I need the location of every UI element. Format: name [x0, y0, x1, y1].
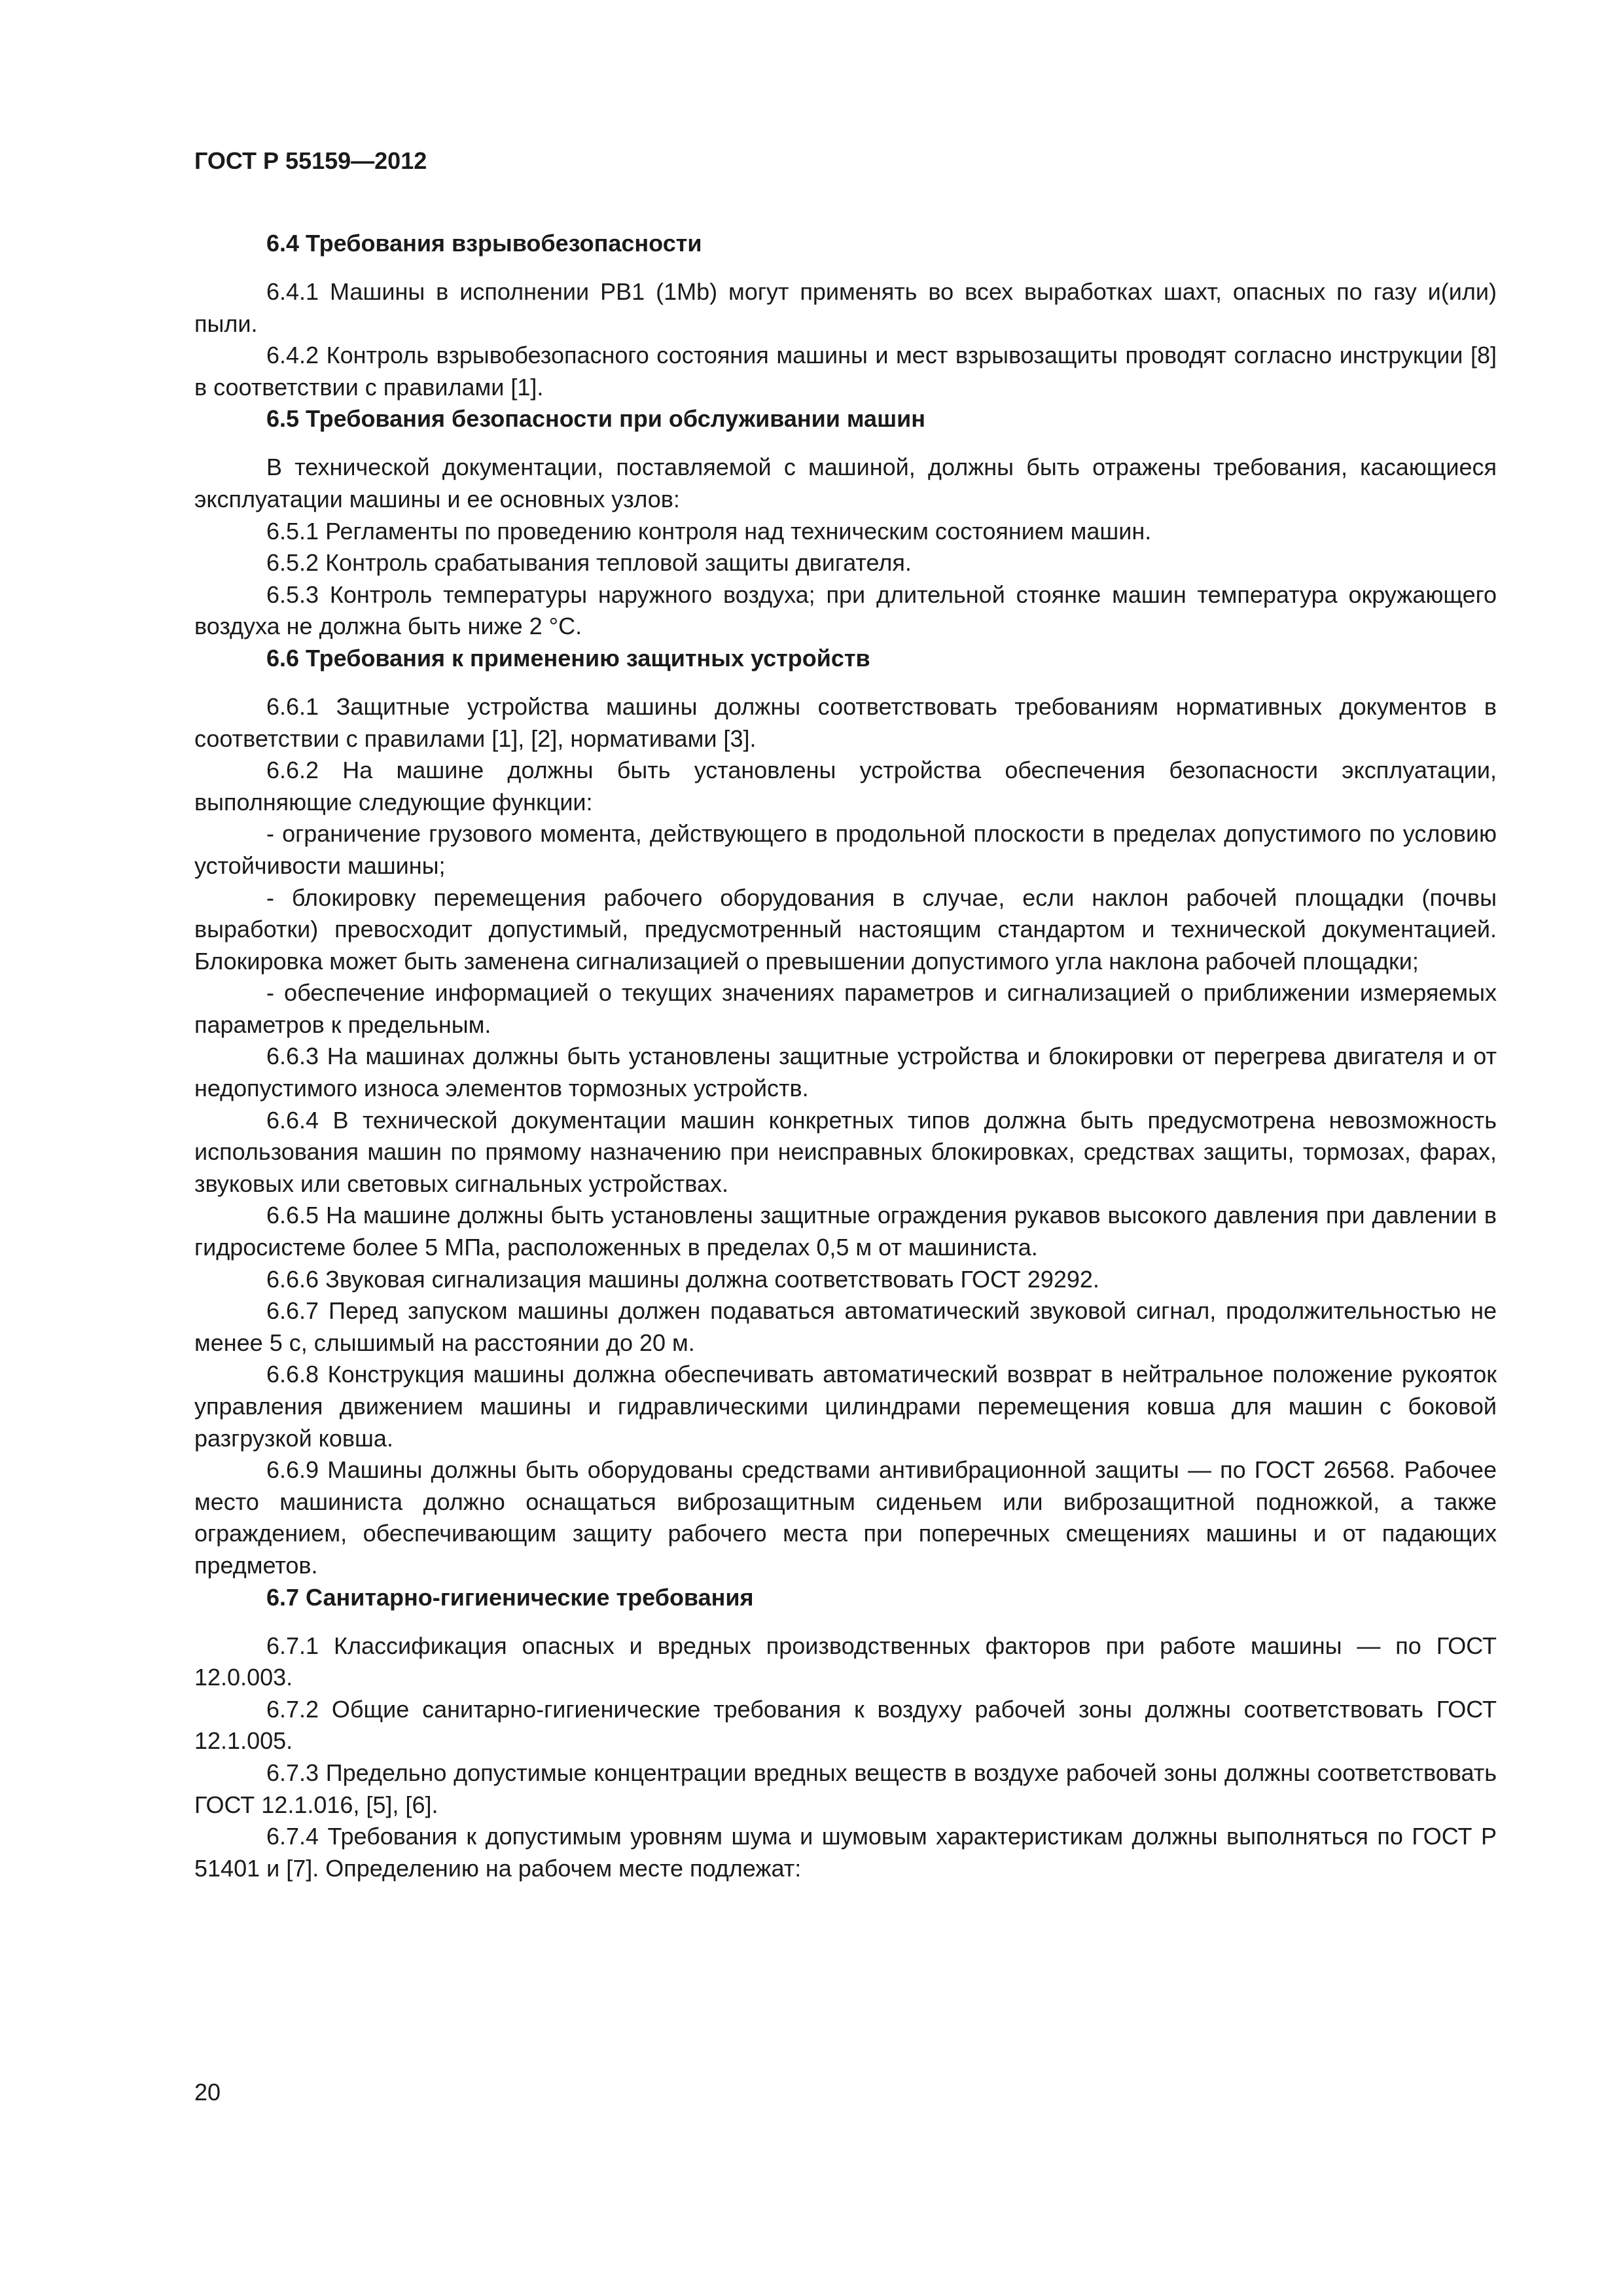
paragraph: 6.4.1 Машины в исполнении PB1 (1Mb) могут применять во всех выработках шахт, опасных по газу и(или) пыли.	[194, 278, 1497, 337]
paragraph: 6.6.4 В технической документации машин конкретных типов должна быть предусмотрена невозможность использования машин по прямому назначению при неисправных блокировках, средствах защиты, тормозах, фарах, звуковых или световых сигнальных устройствах.	[194, 1106, 1497, 1197]
section-heading: 6.7 Санитарно-гигиенические требования	[266, 1583, 754, 1611]
paragraph: 6.6.6 Звуковая сигнализация машины должна соответствовать ГОСТ 29292.	[266, 1265, 1099, 1293]
list-item: - обеспечение информацией о текущих значениях параметров и сигнализацией о приближении измеряемых параметров к предельным.	[194, 979, 1497, 1038]
list-item: - блокировку перемещения рабочего оборудования в случае, если наклон рабочей площадки (почвы выработки) превосходит допустимый, предусмотренный настоящим стандартом и технической документацией. Блокировка может быть заменена сигнализацией о превышении допустимого угла наклона рабочей площадки;	[194, 884, 1497, 975]
section-6-7	[194, 1582, 1497, 1885]
section-6-6	[194, 643, 1497, 1582]
paragraph: 6.5.1 Регламенты по проведению контроля над техническим состоянием машин.	[266, 517, 1152, 545]
paragraph: 6.6.9 Машины должны быть оборудованы средствами антивибрационной защиты — по ГОСТ 26568. Рабочее место машиниста должно оснащаться виброзащитным сиденьем или виброзащитной подножкой, а также ограждением, обеспечивающим защиту рабочего места при поперечных смещениях машины и от падающих предметов.	[194, 1456, 1497, 1579]
list-item: - ограничение грузового момента, действующего в продольной плоскости в пределах допустимого по условию устойчивости машины;	[194, 820, 1497, 879]
paragraph: 6.6.2 На машине должны быть установлены устройства обеспечения безопасности эксплуатации, выполняющие следующие функции:	[194, 757, 1497, 816]
paragraph: 6.5.3 Контроль температуры наружного воздуха; при длительной стоянке машин температура окружающего воздуха не должна быть ниже 2 °С.	[194, 581, 1497, 640]
paragraph: 6.6.1 Защитные устройства машины должны соответствовать требованиям нормативных документов в соответствии с правилами [1], [2], нормативами [3].	[194, 692, 1497, 752]
section-6-5	[194, 403, 1497, 643]
paragraph: В технической документации, поставляемой с машиной, должны быть отражены требования, касающиеся эксплуатации машины и ее основных узлов:	[194, 454, 1497, 512]
section-heading: 6.6 Требования к применению защитных устройств	[266, 644, 870, 672]
paragraph: 6.4.2 Контроль взрывобезопасного состояния машины и мест взрывозащиты проводят согласно инструкции [8] в соответствии с правилами [1].	[194, 342, 1497, 401]
section-6-4	[194, 228, 1497, 403]
section-heading: 6.5 Требования безопасности при обслуживании машин	[266, 405, 925, 433]
page-number: 20	[194, 2079, 221, 2106]
paragraph: 6.5.2 Контроль срабатывания тепловой защиты двигателя.	[266, 549, 912, 577]
paragraph: 6.7.3 Предельно допустимые концентрации вредных веществ в воздухе рабочей зоны должны соответствовать ГОСТ 12.1.016, [5], [6].	[194, 1759, 1497, 1818]
section-heading: 6.4 Требования взрывобезопасности	[266, 230, 702, 257]
paragraph: 6.7.2 Общие санитарно-гигиенические требования к воздуху рабочей зоны должны соответствовать ГОСТ 12.1.005.	[194, 1695, 1497, 1755]
paragraph: 6.7.1 Классификация опасных и вредных производственных факторов при работе машины — по ГОСТ 12.0.003.	[194, 1632, 1497, 1691]
paragraph: 6.6.8 Конструкция машины должна обеспечивать автоматический возврат в нейтральное положение рукояток управления движением машины и гидравлическими цилиндрами перемещения ковша для машин с боковой разгрузкой ковша.	[194, 1361, 1497, 1452]
document-header: ГОСТ Р 55159—2012	[194, 147, 427, 174]
paragraph: 6.6.7 Перед запуском машины должен подаваться автоматический звуковой сигнал, продолжительностью не менее 5 с, слышимый на расстоянии до 20 м.	[194, 1297, 1497, 1356]
paragraph: 6.6.5 На машине должны быть установлены защитные ограждения рукавов высокого давления при давлении в гидросистеме более 5 МПа, расположенных в пределах 0,5 м от машиниста.	[194, 1202, 1497, 1261]
document-page	[194, 147, 1497, 1884]
paragraph: 6.7.4 Требования к допустимым уровням шума и шумовым характеристикам должны выполняться по ГОСТ Р 51401 и [7]. Определению на рабочем месте подлежат:	[194, 1823, 1497, 1882]
paragraph: 6.6.3 На машинах должны быть установлены защитные устройства и блокировки от перегрева двигателя и от недопустимого износа элементов тормозных устройств.	[194, 1043, 1497, 1102]
